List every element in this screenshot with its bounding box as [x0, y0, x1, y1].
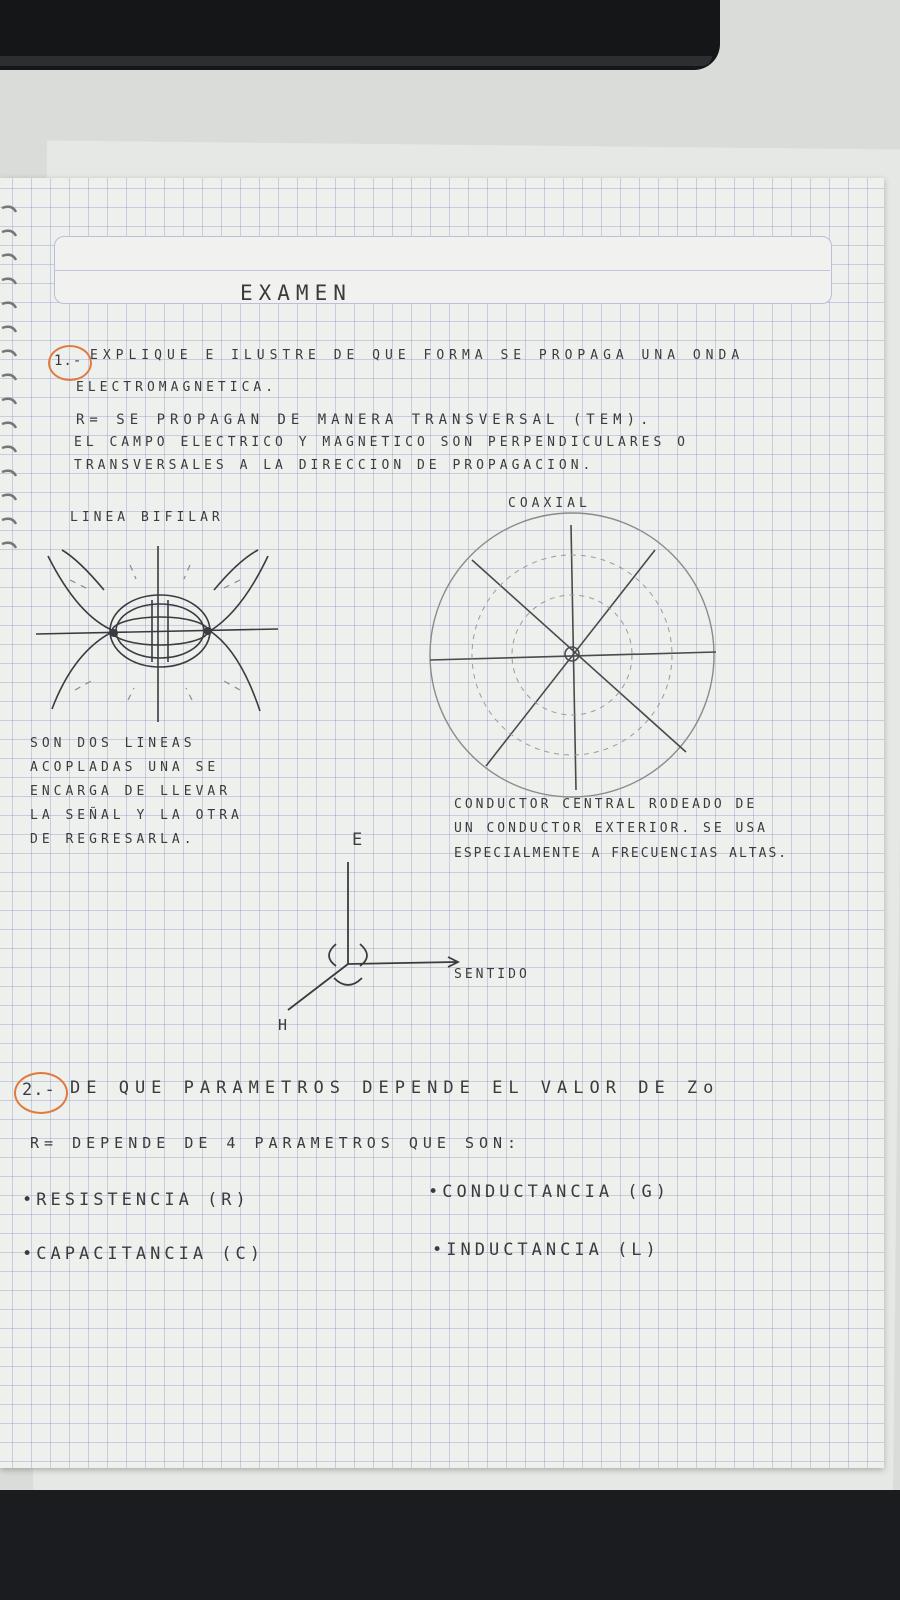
axis-sentido-label: SENTIDO: [454, 967, 530, 982]
label-coaxial: COAXIAL: [508, 496, 591, 511]
bifilar-desc-line2: ACOPLADAS UNA SE: [30, 760, 220, 775]
axis-e-label: E: [352, 830, 363, 850]
param-item-inductancia: •INDUCTANCIA (L): [432, 1240, 660, 1260]
param-label: CONDUCTANCIA (G): [442, 1182, 671, 1202]
param-label: CAPACITANCIA (C): [36, 1244, 265, 1264]
question-1-number: 1.-: [54, 353, 83, 369]
param-item-resistencia: •RESISTENCIA (R): [22, 1190, 250, 1210]
param-item-capacitancia: •CAPACITANCIA (C): [22, 1244, 265, 1264]
axis-h-label: H: [278, 1016, 288, 1034]
coaxial-desc-line1: CONDUCTOR CENTRAL RODEADO DE: [454, 797, 758, 812]
param-item-conductancia: •CONDUCTANCIA (G): [428, 1182, 671, 1202]
coaxial-desc-line3: ESPECIALMENTE A FRECUENCIAS ALTAS.: [454, 846, 789, 861]
answer-1-line2: EL CAMPO ELECTRICO Y MAGNETICO SON PERPENDICULARES O: [74, 435, 689, 450]
answer-1-line3: TRANSVERSALES A LA DIRECCION DE PROPAGACION.: [74, 458, 595, 473]
label-bifilar: LINEA BIFILAR: [70, 510, 224, 525]
bifilar-desc-line1: SON DOS LINEAS: [30, 736, 196, 751]
bifilar-desc-line3: ENCARGA DE LLEVAR: [30, 784, 232, 799]
param-label: INDUCTANCIA (L): [446, 1240, 660, 1260]
answer-1-line1: R= SE PROPAGAN DE MANERA TRANSVERSAL (TEM).: [76, 412, 654, 428]
question-2-number: 2.-: [22, 1080, 56, 1100]
coaxial-desc-line2: UN CONDUCTOR EXTERIOR. SE USA: [454, 821, 768, 836]
bifilar-desc-line5: DE REGRESARLA.: [30, 832, 196, 847]
param-label: RESISTENCIA (R): [36, 1190, 250, 1210]
question-1-text-line2: ELECTROMAGNETICA.: [76, 380, 278, 395]
bifilar-desc-line4: LA SEÑAL Y LA OTRA: [30, 808, 243, 823]
question-2-text: DE QUE PARAMETROS DEPENDE EL VALOR DE Zo: [70, 1078, 720, 1098]
page-title: EXAMEN: [240, 281, 352, 305]
question-1-text-line1: EXPLIQUE E ILUSTRE DE QUE FORMA SE PROPAGA UNA ONDA: [90, 348, 745, 363]
answer-2-line: R= DEPENDE DE 4 PARAMETROS QUE SON:: [30, 1134, 522, 1152]
